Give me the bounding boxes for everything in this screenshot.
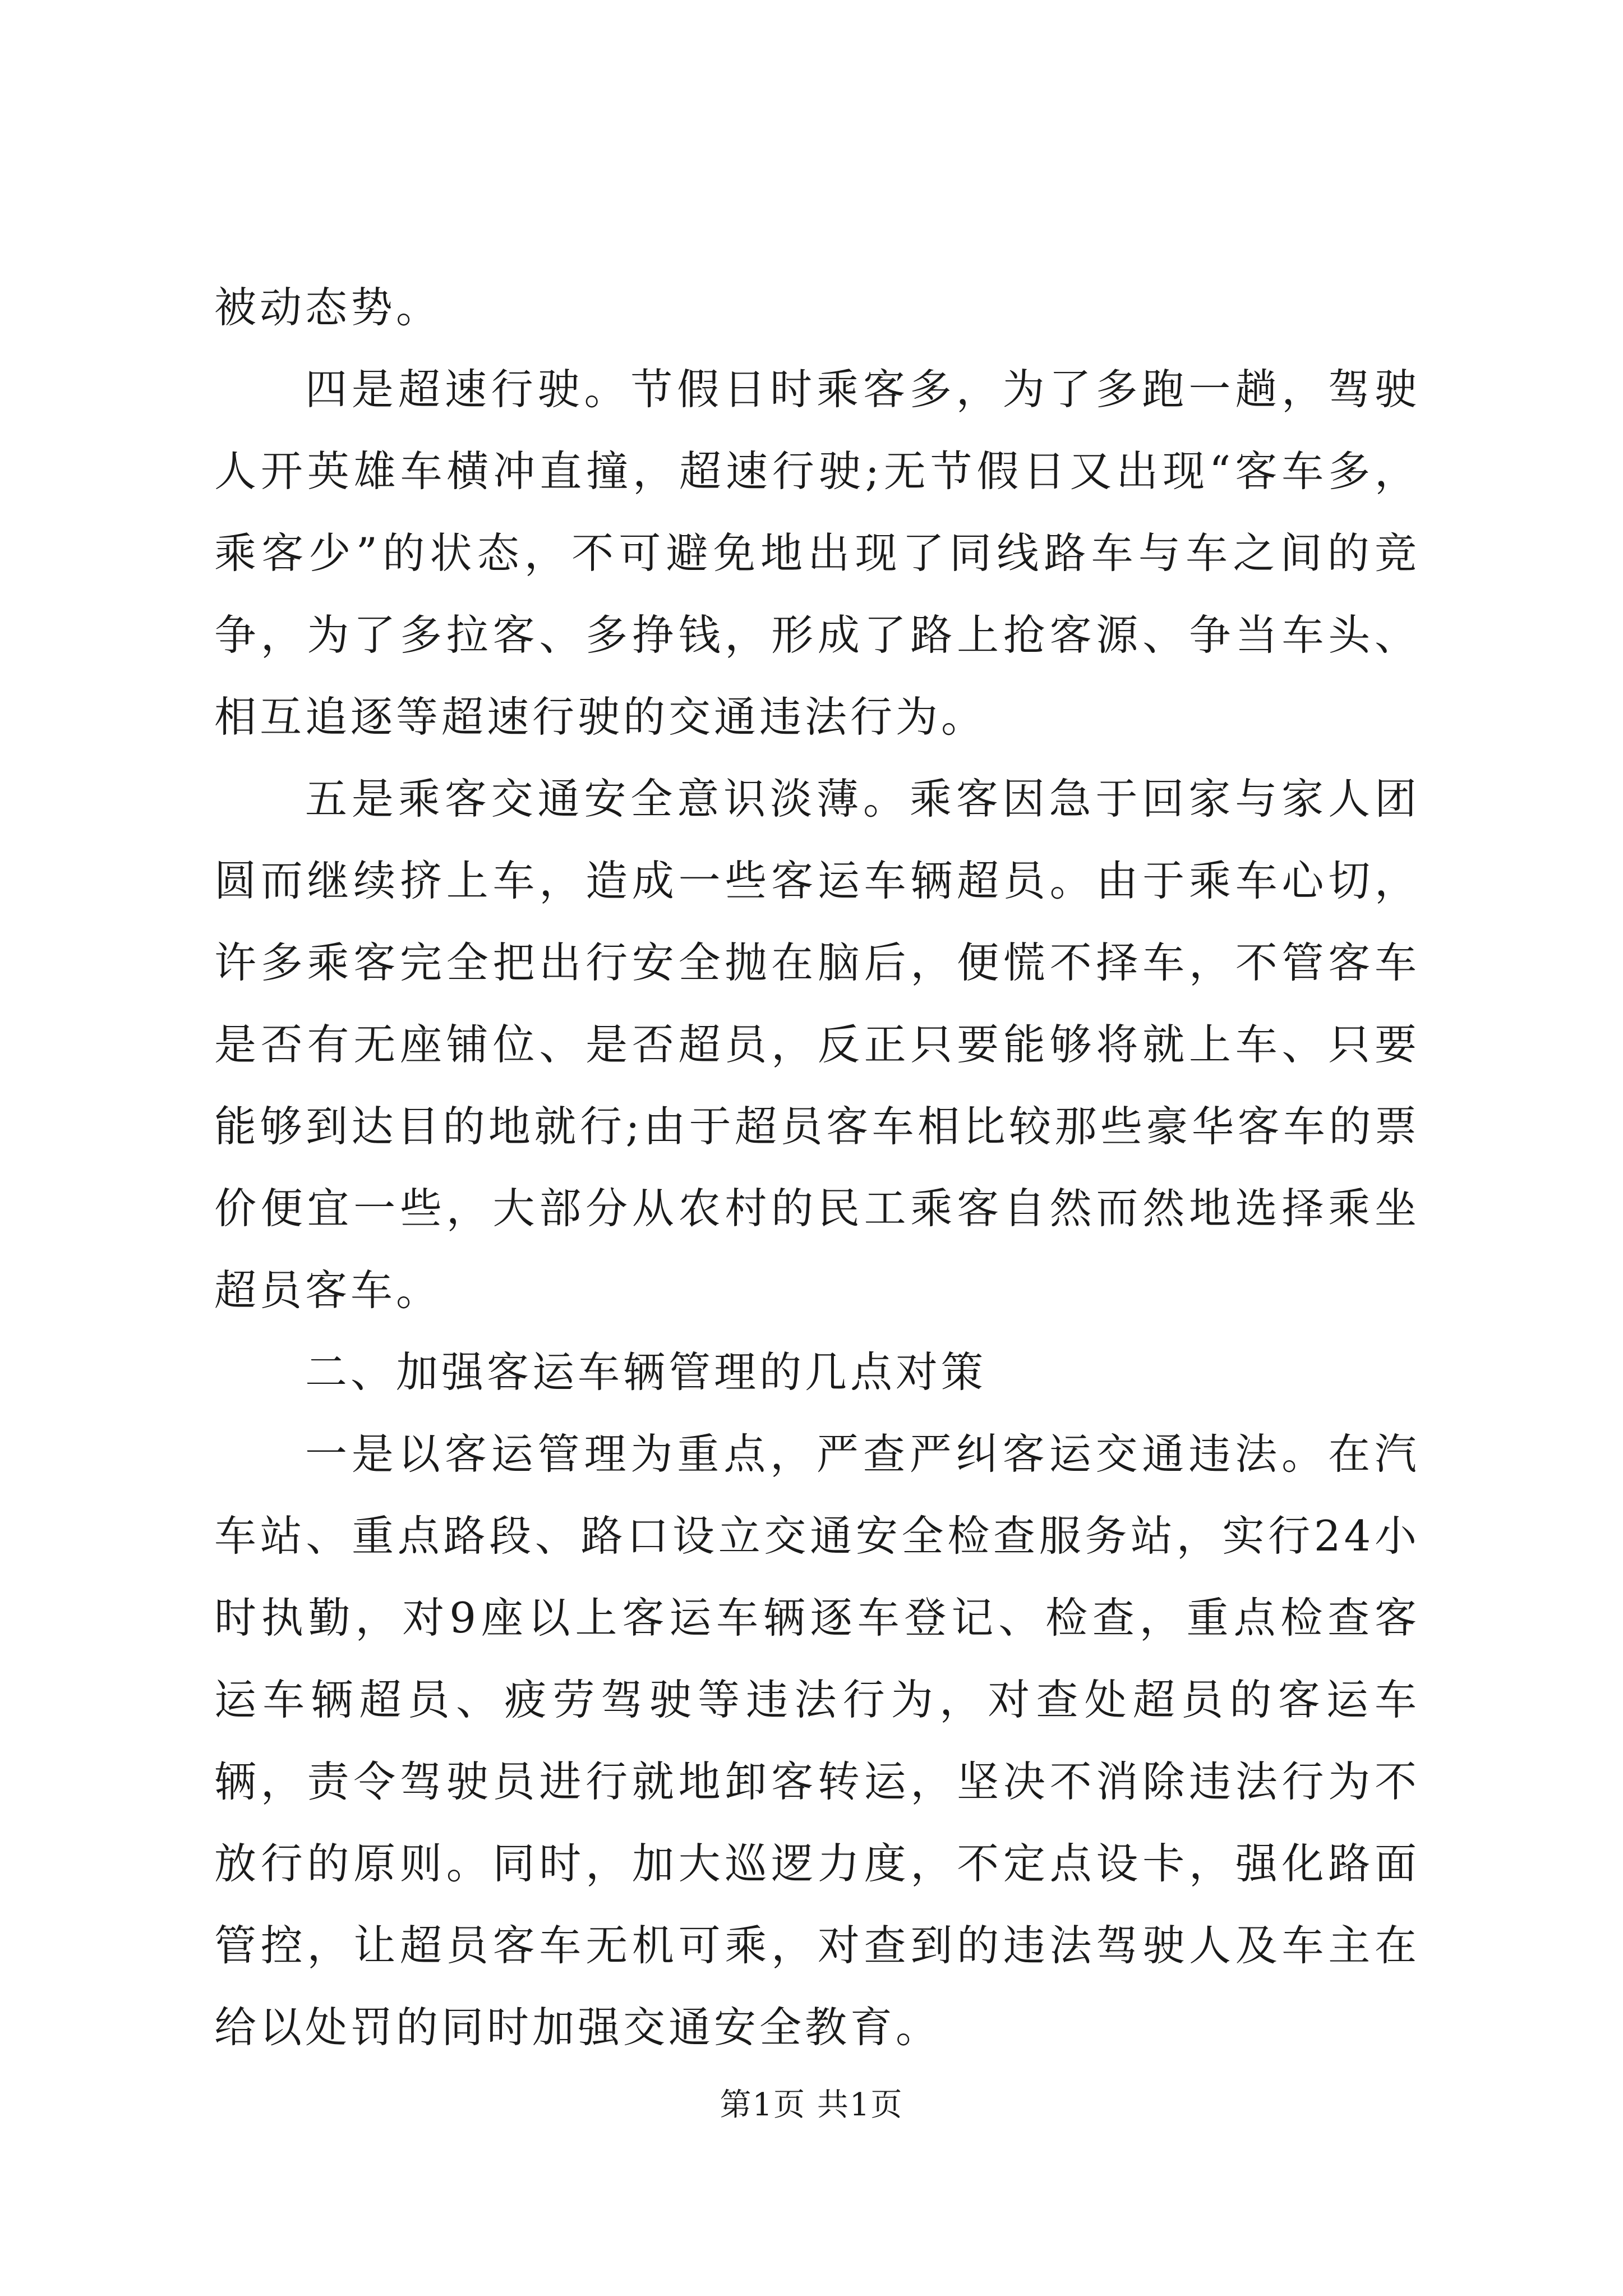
page-footer: 第1页 共1页 <box>720 2087 903 2123</box>
paragraph-countermeasure-one: 一是以客运管理为重点，严查严纠客运交通违法。在汽车站、重点路段、路口设立交通安全检查服务站，实行24小时执勤，对9座以上客运车辆逐车登记、检查，重点检查客运车辆超员、疲劳驾驶等违法行为，对查处超员的客运车辆，责令驾驶员进行就地卸客转运，坚决不消除违法行为不放行的原则。同时，加大巡逻力度，不定点设卡，强化路面管控，让超员客车无机可乘，对查到的违法驾驶人及车主在给以处罚的同时加强交通安全教育。 <box>214 1429 1420 2052</box>
document-body <box>214 266 1420 2068</box>
section-heading-countermeasures: 二、加强客运车辆管理的几点对策 <box>305 1347 987 1397</box>
paragraph-passenger-awareness: 五是乘客交通安全意识淡薄。乘客因急于回家与家人团圆而继续挤上车，造成一些客运车辆超员。由于乘车心切，许多乘客完全把出行安全抛在脑后，便慌不择车，不管客车是否有无座铺位、是否超员，反正只要能够将就上车、只要能够到达目的地就行;由于超员客车相比较那些豪华客车的票价便宜一些，大部分从农村的民工乘客自然而然地选择乘坐超员客车。 <box>214 774 1420 1315</box>
paragraph-speeding: 四是超速行驶。节假日时乘客多，为了多跑一趟，驾驶人开英雄车横冲直撞，超速行驶;无节假日又出现“客车多，乘客少”的状态，不可避免地出现了同线路车与车之间的竞争，为了多拉客、多挣钱，形成了路上抢客源、争当车头、相互追逐等超速行驶的交通违法行为。 <box>214 365 1420 742</box>
paragraph-continuation: 被动态势。 <box>214 283 442 332</box>
